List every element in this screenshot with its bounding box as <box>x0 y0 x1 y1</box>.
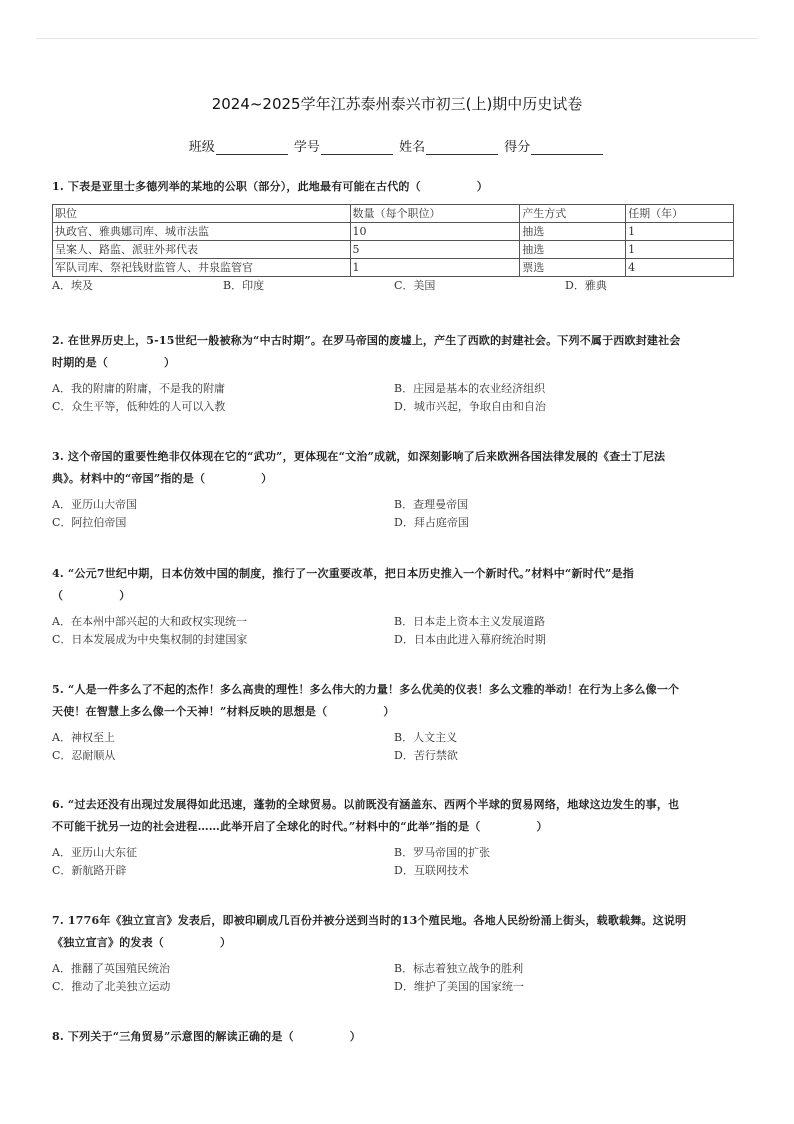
option-d[interactable]: D．雅典 <box>565 279 607 292</box>
question-6 <box>52 794 736 880</box>
table-cell: 1 <box>626 223 734 241</box>
option-a[interactable]: A．我的附庸的附庸，不是我的附庸 <box>52 382 225 395</box>
table-header-cell: 产生方式 <box>520 205 626 223</box>
options <box>52 277 736 295</box>
option-c[interactable]: C．众生平等，低种姓的人可以入教 <box>52 400 226 413</box>
option-a[interactable]: A．亚历山大东征 <box>52 846 137 859</box>
question-stem: 6. “过去还没有出现过发展得如此迅速，蓬勃的全球贸易。以前既没有涵盖东、西两个半球的贸易网络，地球这边发生的事，也 <box>52 798 680 811</box>
option-b[interactable]: B．人文主义 <box>394 731 458 744</box>
class-blank[interactable] <box>216 142 288 155</box>
student-info-line <box>0 136 794 155</box>
options <box>52 844 736 880</box>
table-row <box>53 259 734 277</box>
question-4 <box>52 563 736 649</box>
class-label: 班级 <box>188 140 215 155</box>
option-d[interactable]: D．苦行禁欲 <box>394 749 458 762</box>
table-cell: 5 <box>350 241 520 259</box>
table-cell: 呈案人、路监、派驻外邦代表 <box>53 241 351 259</box>
option-c[interactable]: C．日本发展成为中央集权制的封建国家 <box>52 633 248 646</box>
name-blank[interactable] <box>426 142 498 155</box>
question-stem-cont: 《独立宣言》的发表（ ） <box>52 936 232 949</box>
score-label: 得分 <box>504 140 531 155</box>
table-header-cell: 任期（年） <box>626 205 734 223</box>
table-cell: 1 <box>350 259 520 277</box>
office-table <box>52 204 734 277</box>
question-1 <box>52 176 736 295</box>
options <box>52 613 736 649</box>
option-d[interactable]: D．维护了美国的国家统一 <box>394 980 524 993</box>
number-field <box>294 136 395 155</box>
options <box>52 380 736 416</box>
question-stem: 4. “公元7世纪中期，日本仿效中国的制度，推行了一次重要改革，把日本历史推入一个新时代。”材料中“新时代”是指 <box>52 567 634 580</box>
option-a[interactable]: A．埃及 <box>52 279 93 292</box>
option-a[interactable]: A．在本州中部兴起的大和政权实现统一 <box>52 615 247 628</box>
question-2 <box>52 330 736 416</box>
table-row <box>53 223 734 241</box>
table-cell: 10 <box>350 223 520 241</box>
option-b[interactable]: B．标志着独立战争的胜利 <box>394 962 524 975</box>
number-blank[interactable] <box>321 142 393 155</box>
name-field <box>399 136 500 155</box>
option-b[interactable]: B．罗马帝国的扩张 <box>394 846 491 859</box>
table-cell: 抽选 <box>520 223 626 241</box>
question-stem: 8. 下列关于“三角贸易”示意图的解读正确的是（ ） <box>52 1030 361 1043</box>
header-rule <box>36 38 758 39</box>
table-cell: 1 <box>626 241 734 259</box>
option-b[interactable]: B．印度 <box>223 279 265 292</box>
question-stem: 1. 下表是亚里士多德列举的某地的公职（部分），此地最有可能在古代的（ ） <box>52 180 489 193</box>
options <box>52 729 736 765</box>
table-cell: 军队司库、祭祀钱财监管人、井泉监管官 <box>53 259 351 277</box>
option-d[interactable]: D．拜占庭帝国 <box>394 516 469 529</box>
option-a[interactable]: A．推翻了英国殖民统治 <box>52 962 170 975</box>
question-stem-cont: （ ） <box>52 589 131 602</box>
option-a[interactable]: A．亚历山大帝国 <box>52 498 137 511</box>
table-header-row <box>53 205 734 223</box>
question-stem-cont: 典》。材料中的“帝国”指的是（ ） <box>52 472 273 485</box>
table-cell: 票选 <box>520 259 626 277</box>
table-cell: 抽选 <box>520 241 626 259</box>
option-b[interactable]: B．庄园是基本的农业经济组织 <box>394 382 546 395</box>
options <box>52 496 736 532</box>
question-3 <box>52 446 736 532</box>
option-d[interactable]: D．互联网技术 <box>394 864 469 877</box>
option-d[interactable]: D．城市兴起，争取自由和自治 <box>394 400 546 413</box>
table-cell: 4 <box>626 259 734 277</box>
question-stem-cont: 天使！在智慧上多么像一个天神！”材料反映的思想是（ ） <box>52 705 395 718</box>
number-label: 学号 <box>293 140 320 155</box>
option-c[interactable]: C．推动了北美独立运动 <box>52 980 171 993</box>
option-c[interactable]: C．阿拉伯帝国 <box>52 516 127 529</box>
question-7 <box>52 910 736 996</box>
option-c[interactable]: C．新航路开辟 <box>52 864 127 877</box>
options <box>52 960 736 996</box>
question-8 <box>52 1026 736 1048</box>
option-c[interactable]: C．忍耐顺从 <box>52 749 116 762</box>
question-5 <box>52 679 736 765</box>
question-stem-cont: 时期的是（ ） <box>52 356 176 369</box>
table-header-cell: 职位 <box>53 205 351 223</box>
class-field <box>189 136 290 155</box>
score-blank[interactable] <box>531 142 603 155</box>
table-row <box>53 241 734 259</box>
option-d[interactable]: D．日本由此进入幕府统治时期 <box>394 633 546 646</box>
option-a[interactable]: A．神权至上 <box>52 731 115 744</box>
name-label: 姓名 <box>399 140 426 155</box>
question-stem: 3. 这个帝国的重要性绝非仅体现在它的“武功”，更体现在“文治”成就，如深刻影响了后来欧洲各国法律发展的《查士丁尼法 <box>52 450 666 463</box>
exam-title: 2024~2025学年江苏泰州泰兴市初三(上)期中历史试卷 <box>211 95 583 113</box>
option-b[interactable]: B．日本走上资本主义发展道路 <box>394 615 546 628</box>
table-header-cell: 数量（每个职位） <box>350 205 520 223</box>
question-stem-cont: 不可能干扰另一边的社会进程……此举开启了全球化的时代。”材料中的“此举”指的是（ ） <box>52 820 548 833</box>
option-c[interactable]: C．美国 <box>394 279 436 292</box>
option-b[interactable]: B．查理曼帝国 <box>394 498 469 511</box>
score-field <box>504 136 605 155</box>
question-stem: 5. “人是一件多么了不起的杰作！多么高贵的理性！多么伟大的力量！多么优美的仪表！多么文雅的举动！在行为上多么像一个 <box>52 683 680 696</box>
question-stem: 7. 1776年《独立宣言》发表后，即被印刷成几百份并被分送到当时的13个殖民地。各地人民纷纷涌上街头，载歌载舞。这说明 <box>52 914 687 927</box>
table-cell: 执政官、雅典娜司库、城市法监 <box>53 223 351 241</box>
question-stem: 2. 在世界历史上，5-15世纪一般被称为“中古时期”。在罗马帝国的废墟上，产生了西欧的封建社会。下列不属于西欧封建社会 <box>52 334 681 347</box>
